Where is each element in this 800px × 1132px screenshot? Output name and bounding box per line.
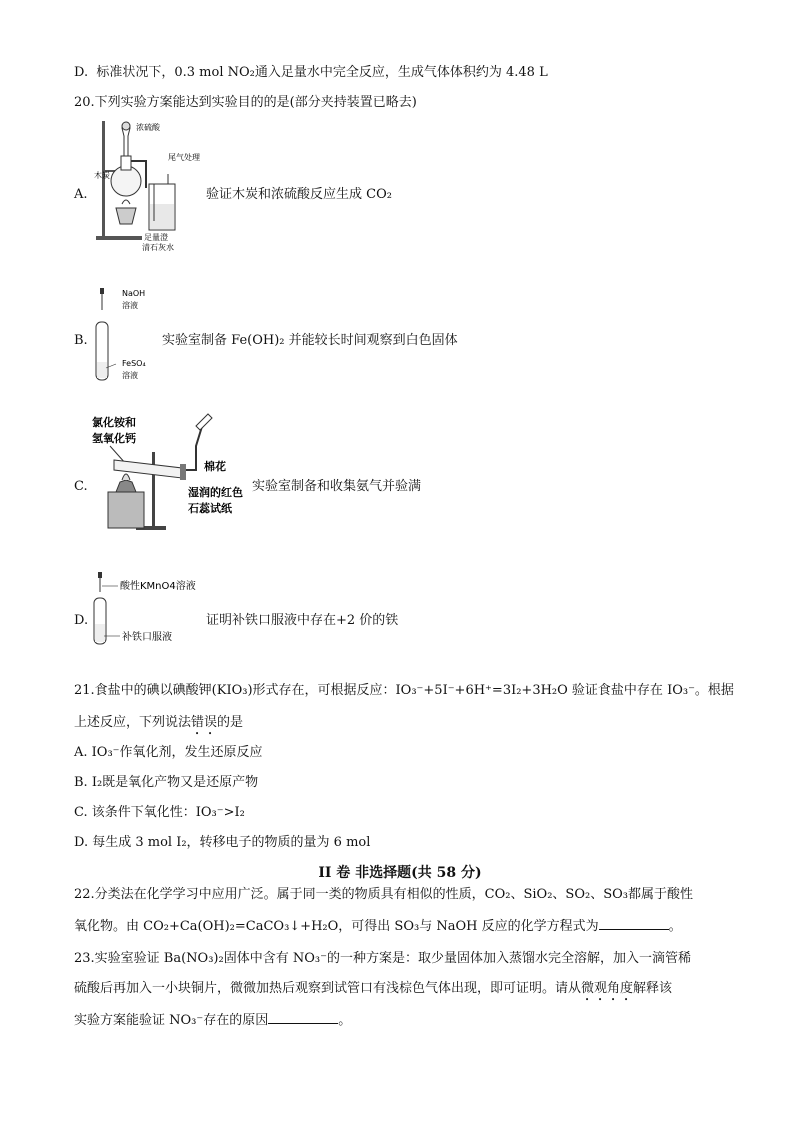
q21-option-c: C. 该条件下氧化性：IO₃⁻>I₂ xyxy=(74,805,245,820)
label-cotton: 棉花 xyxy=(204,460,226,473)
q22-line2 xyxy=(74,916,682,936)
q21-option-d: D. 每生成 3 mol I₂，转移电子的物质的量为 6 mol xyxy=(74,835,371,850)
q21-stem-line1: 21.食盐中的碘以碘酸钾(KIO₃)形式存在，可根据反应：IO₃⁻+5I⁻+6H⁺=3I₂+3H₂O 验证食盐中存在 IO₃⁻。根据 xyxy=(74,683,734,698)
q20-b-label: B. xyxy=(74,333,88,348)
label-litmus-1: 湿润的红色 xyxy=(188,486,243,499)
q23-line3-text: 实验方案能验证 NO₃⁻存在的原因 xyxy=(74,1013,269,1028)
q21-stem-line2 xyxy=(74,714,243,738)
q21-stem-line2-post: 的是 xyxy=(217,715,244,730)
kmno4-test-tube-figure xyxy=(92,570,212,648)
label-conc-acid: 浓硫酸 xyxy=(136,123,160,132)
ammonia-apparatus-figure xyxy=(92,412,258,536)
fe-oh2-test-tube-figure xyxy=(90,284,170,388)
label-naoh-solution: 溶液 xyxy=(122,301,138,310)
q22-line1: 22.分类法在化学学习中应用广泛。属于同一类的物质具有相似的性质，CO₂、SiO₂、SO₂、SO₃都属于酸性 xyxy=(74,887,693,902)
section-2-title: II 卷 非选择题(共 58 分) xyxy=(318,865,482,881)
q23-line2-pre: 硫酸后再加入一小块铜片，微微加热后观察到试管口有浅棕色气体出现，即可证明。请从 xyxy=(74,981,582,996)
q23-line3-end: 。 xyxy=(338,1013,352,1028)
q23-line1: 23.实验室验证 Ba(NO₃)₂固体中含有 NO₃⁻的一种方案是：取少量固体加入蒸馏水完全溶解，加入一滴管稀 xyxy=(74,951,691,966)
label-tail-gas: 尾气处理 xyxy=(168,153,200,162)
q20-a-text: 验证木炭和浓硫酸反应生成 CO₂ xyxy=(206,187,392,202)
label-iron-oral-liquid: 补铁口服液 xyxy=(122,632,172,643)
q23-line2-post: 解释该 xyxy=(633,981,673,996)
label-litmus-2: 石蕊试纸 xyxy=(188,502,232,515)
q20-d-text: 证明补铁口服液中存在+2 价的铁 xyxy=(206,613,399,628)
q19-d-text: 标准状况下，0.3 mol NO₂通入足量水中完全反应，生成气体体积约为 4.48 L xyxy=(96,65,548,80)
label-feso4-solution: 溶液 xyxy=(122,371,138,380)
q20-c-text: 实验室制备和收集氨气并验满 xyxy=(252,479,422,494)
q19-d-label: D. xyxy=(74,65,89,80)
carbon-acid-apparatus-figure xyxy=(94,116,214,256)
label-limewater-1: 足量澄 xyxy=(144,233,168,242)
label-limewater-2: 清石灰水 xyxy=(142,243,174,252)
q19-option-d xyxy=(74,64,548,82)
q20-a-label: A. xyxy=(74,187,88,202)
q20-stem: 20.下列实验方案能达到实验目的的是(部分夹持装置已略去) xyxy=(74,95,417,110)
label-naoh: NaOH xyxy=(122,289,146,298)
q21-emphasis-wrong: 错误 xyxy=(191,715,218,730)
q20-b-text: 实验室制备 Fe(OH)₂ 并能较长时间观察到白色固体 xyxy=(162,333,458,348)
q21-stem-line2-pre: 上述反应，下列说法 xyxy=(74,715,192,730)
q22-line2-text: 氧化物。由 CO₂+Ca(OH)₂=CaCO₃↓+H₂O，可得出 SO₃与 NaOH 反应的化学方程式为 xyxy=(74,919,599,934)
label-nh4cl: 氯化铵和 xyxy=(92,416,136,429)
label-feso4: FeSO₄ xyxy=(122,359,146,368)
q23-emphasis-micro: 微观角度 xyxy=(581,981,634,996)
q20-d-label: D. xyxy=(74,613,89,628)
q23-line3 xyxy=(74,1010,351,1030)
label-carbon: 木炭 xyxy=(94,171,110,180)
q23-line2 xyxy=(74,980,672,1004)
label-kmno4: 酸性KMnO4溶液 xyxy=(120,581,196,592)
q23-answer-blank[interactable] xyxy=(268,1010,338,1024)
q21-option-a: A. IO₃⁻作氧化剂，发生还原反应 xyxy=(74,745,263,760)
q22-answer-blank[interactable] xyxy=(599,916,669,930)
q22-line2-end: 。 xyxy=(668,919,682,934)
label-caoh2: 氢氧化钙 xyxy=(92,432,136,445)
q21-option-b: B. I₂既是氧化产物又是还原产物 xyxy=(74,775,259,790)
q20-c-label: C. xyxy=(74,479,88,494)
